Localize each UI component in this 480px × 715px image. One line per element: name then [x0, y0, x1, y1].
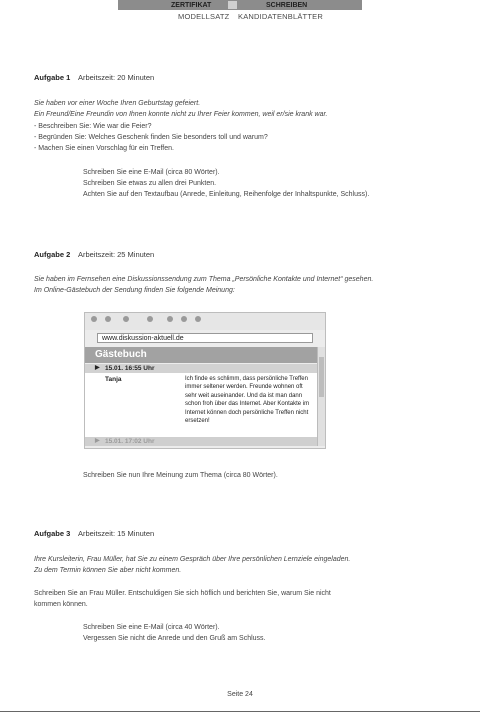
guestbook-entry [85, 373, 317, 437]
aufgabe1-heading [34, 73, 154, 82]
guestbook-browser-screenshot [84, 312, 326, 449]
aufgabe3-instruction: Schreiben Sie eine E-Mail (circa 40 Wörter). [83, 624, 220, 631]
aufgabe2-situation-line: Sie haben im Fernsehen eine Diskussionssendung zum Thema „Persönliche Kontakte und Internet“ gesehen. [34, 276, 374, 283]
reload-icon [123, 316, 129, 322]
triangle-right-icon: ▶ [95, 365, 100, 371]
aufgabe3-task-line: kommen können. [34, 601, 88, 608]
guestbook-title: Gästebuch [85, 347, 317, 363]
aufgabe1-instruction: Schreiben Sie etwas zu allen drei Punkten. [83, 180, 217, 187]
mail-icon [195, 316, 201, 322]
aufgabe2-time: Arbeitszeit: 25 Minuten [77, 250, 155, 259]
home-icon [147, 316, 153, 322]
header-modellsatz: MODELLSATZ [178, 12, 230, 21]
aufgabe2-label: Aufgabe 2 [34, 250, 71, 259]
entry-author: Tanja [105, 376, 122, 383]
next-entry-timestamp: 15.01. 17:02 Uhr [105, 438, 155, 445]
bottom-divider [0, 711, 480, 712]
browser-toolbar [85, 313, 325, 330]
header-kandidatenblaetter: KANDIDATENBLÄTTER [238, 12, 323, 21]
browser-scrollbar [317, 347, 325, 446]
guestbook-entry-header [85, 364, 317, 373]
page-number: Seite 24 [227, 691, 253, 698]
print-icon [181, 316, 187, 322]
aufgabe1-situation-line: Ein Freund/Eine Freundin von Ihnen konnte nicht zu Ihrer Feier kommen, weil er/sie krank war. [34, 111, 328, 118]
aufgabe1-bullet: - Beschreiben Sie: Wie war die Feier? [34, 123, 152, 130]
aufgabe1-bullet: - Machen Sie einen Vorschlag für ein Treffen. [34, 145, 174, 152]
aufgabe2-instruction: Schreiben Sie nun Ihre Meinung zum Thema (circa 80 Wörter). [83, 472, 278, 479]
entry-timestamp: 15.01. 16:55 Uhr [105, 365, 155, 372]
header-square-marker [228, 1, 237, 9]
aufgabe3-task-line: Schreiben Sie an Frau Müller. Entschuldigen Sie sich höflich und berichten Sie, warum Sie nicht [34, 590, 331, 597]
aufgabe3-situation-line: Ihre Kursleiterin, Frau Müller, hat Sie zu einem Gespräch über Ihre persönlichen Lernziele eingeladen. [34, 556, 351, 563]
aufgabe1-instruction: Schreiben Sie eine E-Mail (circa 80 Wörter). [83, 169, 220, 176]
url-bar: www.diskussion-aktuell.de [97, 333, 313, 343]
aufgabe3-instruction: Vergessen Sie nicht die Anrede und den Gruß am Schluss. [83, 635, 266, 642]
aufgabe3-heading [34, 529, 154, 538]
aufgabe1-bullet: - Begründen Sie: Welches Geschenk finden Sie besonders toll und warum? [34, 134, 268, 141]
aufgabe3-time: Arbeitszeit: 15 Minuten [77, 529, 155, 538]
aufgabe1-label: Aufgabe 1 [34, 73, 71, 82]
entry-message: Ich finde es schlimm, dass persönliche Treffen immer seltener werden. Freunde wohnen oft sehr weit auseinander. Und da ist man dann schon froh über das Internet. Aber Kontakte im Internet können doch persönliche Treffen nicht ersetzen! [185, 376, 310, 425]
header-zertifikat: ZERTIFIKAT [171, 1, 212, 9]
back-icon [91, 316, 97, 322]
aufgabe1-situation-line: Sie haben vor einer Woche Ihren Geburtstag gefeiert. [34, 100, 201, 107]
aufgabe2-situation-line: Im Online-Gästebuch der Sendung finden Sie folgende Meinung: [34, 287, 235, 294]
aufgabe1-instruction: Achten Sie auf den Textaufbau (Anrede, Einleitung, Reihenfolge der Inhaltspunkte, Schluss). [83, 191, 370, 198]
guestbook-next-entry-header [85, 437, 317, 446]
scrollbar-thumb [319, 357, 324, 397]
aufgabe2-heading [34, 250, 154, 259]
aufgabe1-time: Arbeitszeit: 20 Minuten [77, 73, 155, 82]
header-bar [118, 0, 362, 10]
aufgabe3-label: Aufgabe 3 [34, 529, 71, 538]
aufgabe3-situation-line: Zu dem Termin können Sie aber nicht kommen. [34, 567, 182, 574]
header-schreiben: SCHREIBEN [266, 1, 308, 9]
triangle-right-icon: ▶ [95, 438, 100, 444]
forward-icon [105, 316, 111, 322]
stop-icon [167, 316, 173, 322]
